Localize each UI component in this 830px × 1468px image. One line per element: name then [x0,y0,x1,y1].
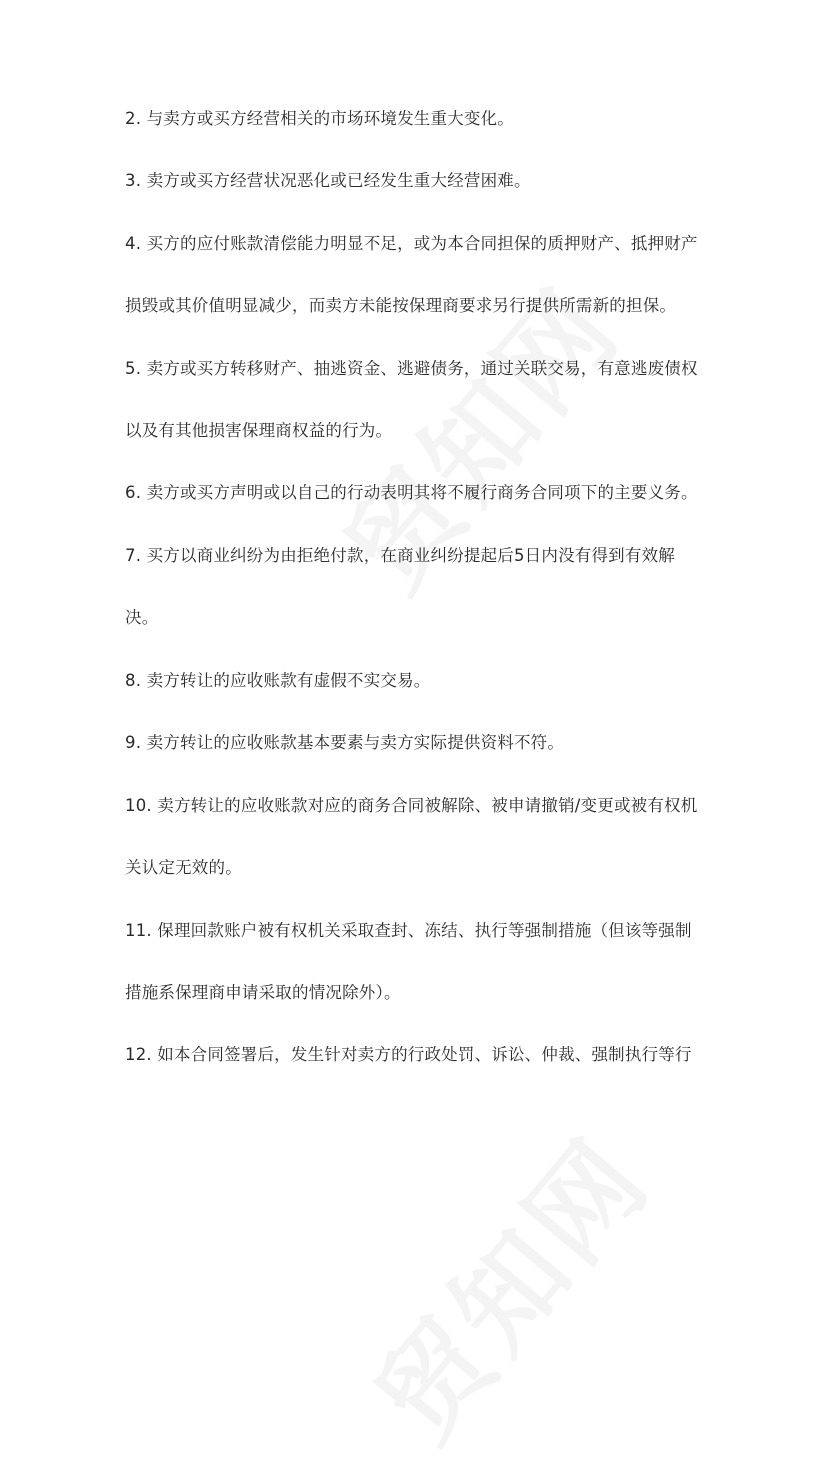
clause-7-line-2: 决。 [125,608,159,627]
clause-4-line-2: 损毁或其价值明显减少，而卖方未能按保理商要求另行提供所需新的担保。 [125,296,677,315]
watermark-bottom [330,1090,650,1410]
clause-5-line-2: 以及有其他损害保理商权益的行为。 [125,421,393,440]
watermark-text [334,1090,686,1467]
clause-12-line-1: 12. 如本合同签署后，发生针对卖方的行政处罚、诉讼、仲裁、强制执行等行 [125,1045,692,1064]
clause-10-line-1: 10. 卖方转让的应收账款对应的商务合同被解除、被申请撤销/变更或被有权机 [125,796,698,815]
clause-4-line-1: 4. 买方的应付账款清偿能力明显不足，或为本合同担保的质押财产、抵押财产 [125,234,698,253]
clause-6: 6. 卖方或买方声明或以自己的行动表明其将不履行商务合同项下的主要义务。 [125,483,698,502]
clause-11-line-1: 11. 保理回款账户被有权机关采取查封、冻结、执行等强制措施（但该等强制 [125,921,692,940]
clause-9: 9. 卖方转让的应收账款基本要素与卖方实际提供资料不符。 [125,733,565,752]
watermark [300,240,620,560]
clause-11-line-2: 措施系保理商申请采取的情况除外）。 [125,983,401,1002]
clause-8: 8. 卖方转让的应收账款有虚假不实交易。 [125,671,431,690]
clause-10-line-2: 关认定无效的。 [125,858,242,877]
clause-3: 3. 卖方或买方经营状况恶化或已经发生重大经营困难。 [125,171,531,190]
clause-5-line-1: 5. 卖方或买方转移财产、抽逃资金、逃避债务，通过关联交易，有意逃废债权 [125,359,698,378]
clause-2: 2. 与卖方或买方经营相关的市场环境发生重大变化。 [125,109,514,128]
clause-7-line-1: 7. 买方以商业纠纷为由拒绝付款，在商业纠纷提起后5日内没有得到有效解 [125,546,675,565]
